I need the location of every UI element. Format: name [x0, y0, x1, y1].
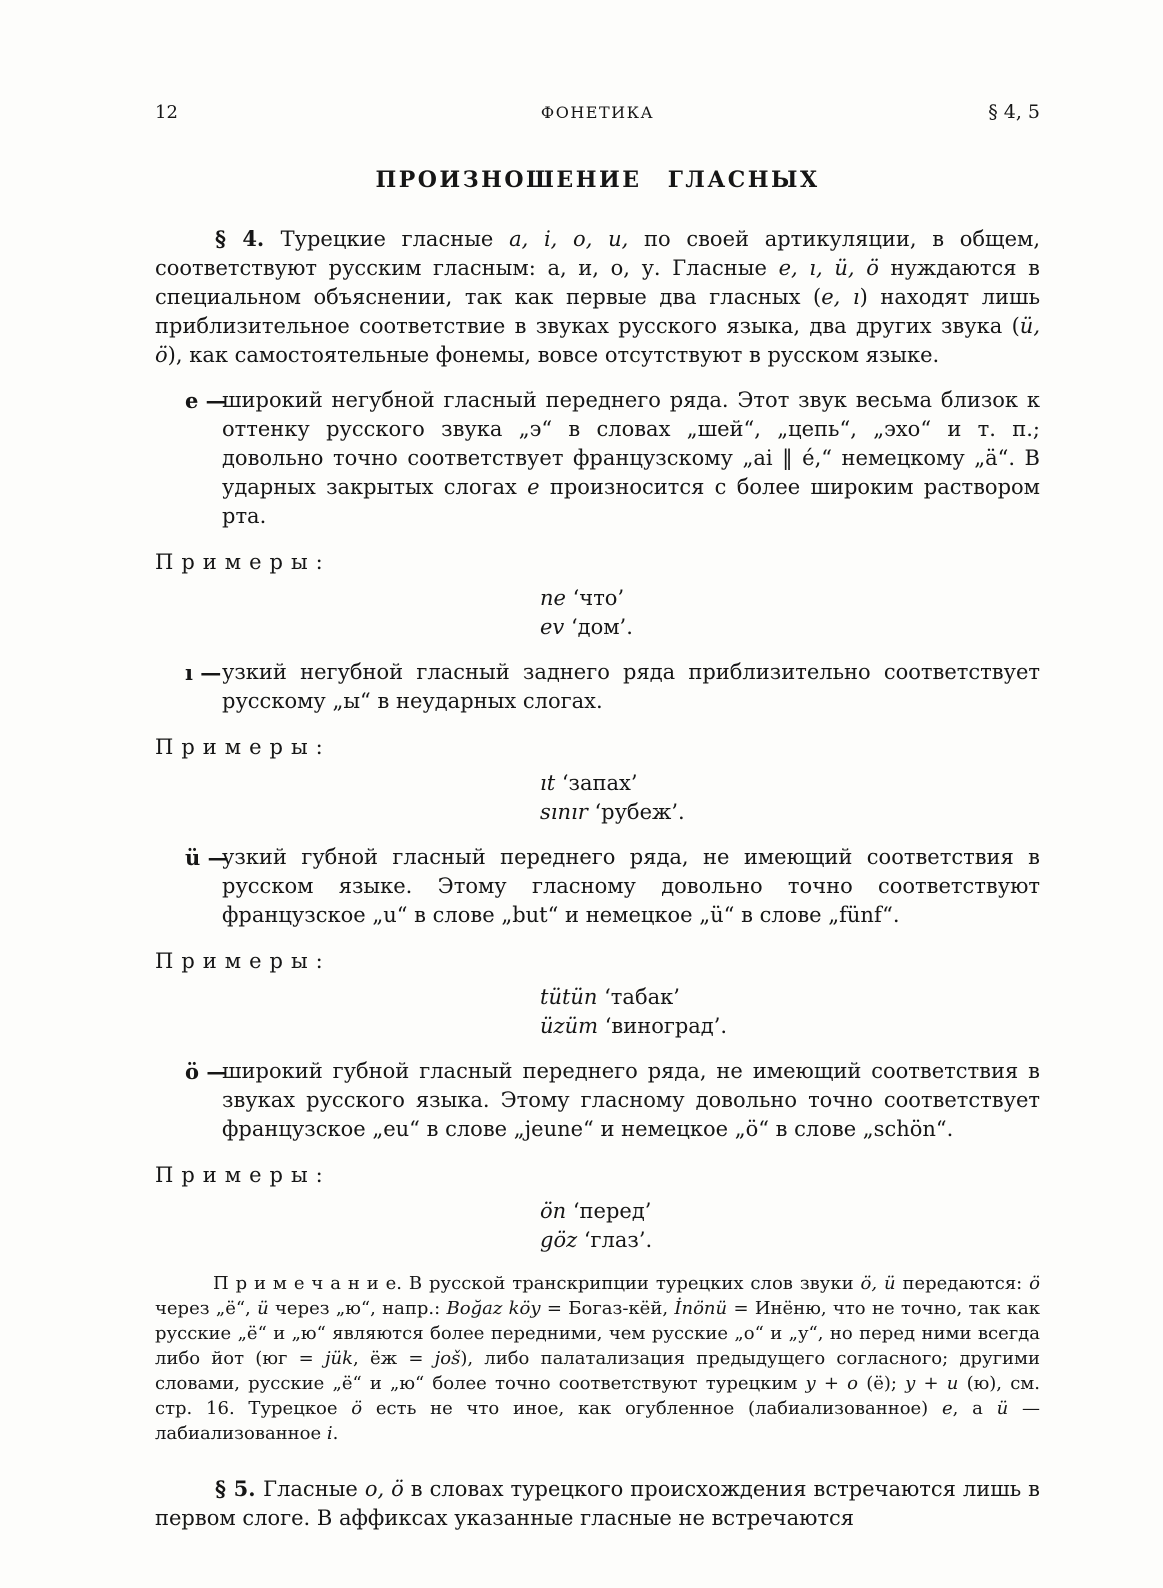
examples-label-e: Примеры: — [155, 550, 331, 574]
text-run: Турецкие гласные — [280, 227, 510, 251]
text-run: Гласные — [263, 1477, 365, 1501]
text-run: ö — [1029, 1273, 1040, 1294]
text-run: ‘табак’ — [597, 985, 680, 1009]
page-number: 12 — [155, 102, 178, 123]
running-title: ФОНЕТИКА — [540, 103, 655, 122]
text-run: a, i, o, u, — [509, 227, 629, 251]
definition-marker-o: ö — — [185, 1059, 228, 1084]
text-run: ‘что’ — [565, 586, 625, 610]
text-run: ne — [540, 586, 566, 610]
text-run: узкий губной гласный переднего ряда, не имеющий соответствия в русском языке. Этому гласному довольно точно соответствуют французское „u“ в слове „but“ и немецкое „ü“ в слове „fünf“. — [222, 845, 1040, 927]
example-line-on — [540, 1197, 1040, 1226]
text-run: i — [326, 1423, 333, 1444]
text-run: через „ё“, — [155, 1298, 258, 1319]
text-run: передаются: — [895, 1273, 1030, 1294]
text-run: još — [434, 1348, 461, 1369]
text-run: İnönü — [674, 1298, 728, 1319]
text-run: — лабиализованное — [155, 1398, 1040, 1444]
example-line-ev — [540, 613, 1040, 642]
text-run: ‘виноград’. — [598, 1014, 728, 1038]
definition-text-e — [222, 388, 1040, 528]
text-run: ‘глаз’. — [577, 1228, 653, 1252]
text-run: + — [915, 1373, 947, 1394]
text-run: , ёж = — [353, 1348, 435, 1369]
example-line-ne — [540, 584, 1040, 613]
text-run: П р и м е ч а н и е. В русской транскрипции турецких слов звуки — [213, 1273, 861, 1294]
text-run: jük — [324, 1348, 354, 1369]
text-run: (ё); — [858, 1373, 906, 1394]
example-line-uzum — [540, 1012, 1040, 1041]
text-run: ü — [996, 1398, 1009, 1419]
text-run: нуждаются в специальном объяснении, так как первые два гласных ( — [155, 256, 1040, 309]
text-run: ıt — [540, 771, 556, 795]
text-run: ö, ü — [860, 1273, 896, 1294]
text-run: ‘дом’. — [564, 615, 633, 639]
examples-o — [540, 1197, 1040, 1255]
text-run: tütün — [540, 985, 598, 1009]
text-run: ), либо палатализация предыдущего согласного; другими словами, русские „ё“ и „ю“ более точно соответствуют турецким — [155, 1348, 1040, 1394]
text-run: e — [527, 475, 540, 499]
text-run: ) находят лишь приблизительное соответствие в звуках русского языка, два других звука ( — [155, 285, 1040, 338]
example-line-sinir — [540, 798, 1040, 827]
text-run: широкий губной гласный переднего ряда, не имеющий соответствия в звуках русского языка. Этому гласному довольно точно соответствует французское „eu“ в слове „jeune“ и немецкое „ö“ в слове „schön“. — [222, 1059, 1040, 1141]
page-header — [155, 102, 1040, 123]
text-run: y — [805, 1373, 816, 1394]
text-run: ‘запах’ — [555, 771, 638, 795]
text-run: ü, ö — [155, 314, 1040, 367]
text-run: ön — [540, 1199, 567, 1223]
definition-marker-i: ı — — [185, 660, 222, 685]
text-run: Boğaz köy — [446, 1298, 541, 1319]
definition-text-u — [222, 845, 1040, 927]
text-run: e, ı, ü, ö — [778, 256, 879, 280]
example-line-it — [540, 769, 1040, 798]
text-run: . — [332, 1423, 339, 1444]
text-run: ev — [540, 615, 565, 639]
examples-u — [540, 983, 1040, 1041]
text-run: + — [815, 1373, 848, 1394]
text-run: § 5. — [215, 1476, 264, 1501]
examples-label-o: Примеры: — [155, 1163, 331, 1187]
chapter-title: ПРОИЗНОШЕНИЕ ГЛАСНЫХ — [375, 167, 820, 193]
definition-text-i — [222, 660, 1040, 713]
text-run: u — [946, 1373, 959, 1394]
text-run: o — [847, 1373, 858, 1394]
definition-i — [155, 658, 1040, 716]
text-run: üzüm — [540, 1014, 599, 1038]
text-run: в словах турецкого происхождения встречаются лишь в первом слоге. В аффиксах указанные гласные не встречаются — [155, 1477, 1041, 1530]
paragraph-section-5 — [155, 1474, 1040, 1533]
text-run: = Богаз-кёй, — [540, 1298, 675, 1319]
text-run: e — [941, 1398, 953, 1419]
paragraph-section-4 — [155, 224, 1040, 370]
text-run: göz — [540, 1228, 578, 1252]
definition-o — [155, 1057, 1040, 1144]
examples-label-u: Примеры: — [155, 949, 331, 973]
text-run: , а — [952, 1398, 997, 1419]
text-run: через „ю“, напр.: — [268, 1298, 447, 1319]
examples-label-i: Примеры: — [155, 735, 331, 759]
text-run: широкий негубной гласный переднего ряда. Этот звук весьма близок к оттенку русского звука „э“ в словах „шей“, „цепь“, „эхо“ и т. п.; довольно точно соответствует французскому „ai ‖ é,“ немецкому „ä“. В ударных закрытых слогах — [222, 388, 1040, 499]
definition-e — [155, 386, 1040, 531]
text-run: произносится с более широким раствором рта. — [222, 475, 1040, 528]
text-run: y — [905, 1373, 916, 1394]
text-run: (ю), см. стр. 16. Турецкое — [155, 1373, 1040, 1419]
definition-u — [155, 843, 1040, 930]
examples-i — [540, 769, 1040, 827]
example-line-goz — [540, 1226, 1040, 1255]
text-run: ü — [257, 1298, 269, 1319]
text-run: ö — [351, 1398, 363, 1419]
definition-marker-e: e — — [185, 388, 227, 413]
text-run: § 4. — [215, 226, 281, 251]
text-run: e, ı — [821, 285, 860, 309]
note-paragraph — [155, 1271, 1040, 1446]
text-run: по своей артикуляции, в общем, соответствуют русским гласным: а, и, о, у. Гласные — [155, 227, 1041, 280]
definition-text-o — [222, 1059, 1040, 1141]
text-run: ), как самостоятельные фонемы, вовсе отсутствуют в русском языке. — [167, 343, 940, 367]
definition-marker-u: ü — — [185, 845, 229, 870]
text-run: есть не что иное, как огубленное (лабиализованное) — [362, 1398, 942, 1419]
text-run: o, ö — [364, 1477, 404, 1501]
section-reference: § 4, 5 — [988, 101, 1040, 123]
text-run: ‘перед’ — [566, 1199, 652, 1223]
text-run: = Инёню, что не точно, так как русские „ё“ и „ю“ являются более передними, чем русские „о“ и „у“, но перед ними всегда либо йот (юг = — [155, 1298, 1041, 1369]
text-run: узкий негубной гласный заднего ряда приблизительно соответствует русскому „ы“ в неударных слогах. — [222, 660, 1040, 713]
text-run: sınır — [540, 800, 588, 824]
examples-e — [540, 584, 1040, 642]
text-run: ‘рубеж’. — [587, 800, 685, 824]
example-line-tutun — [540, 983, 1040, 1012]
